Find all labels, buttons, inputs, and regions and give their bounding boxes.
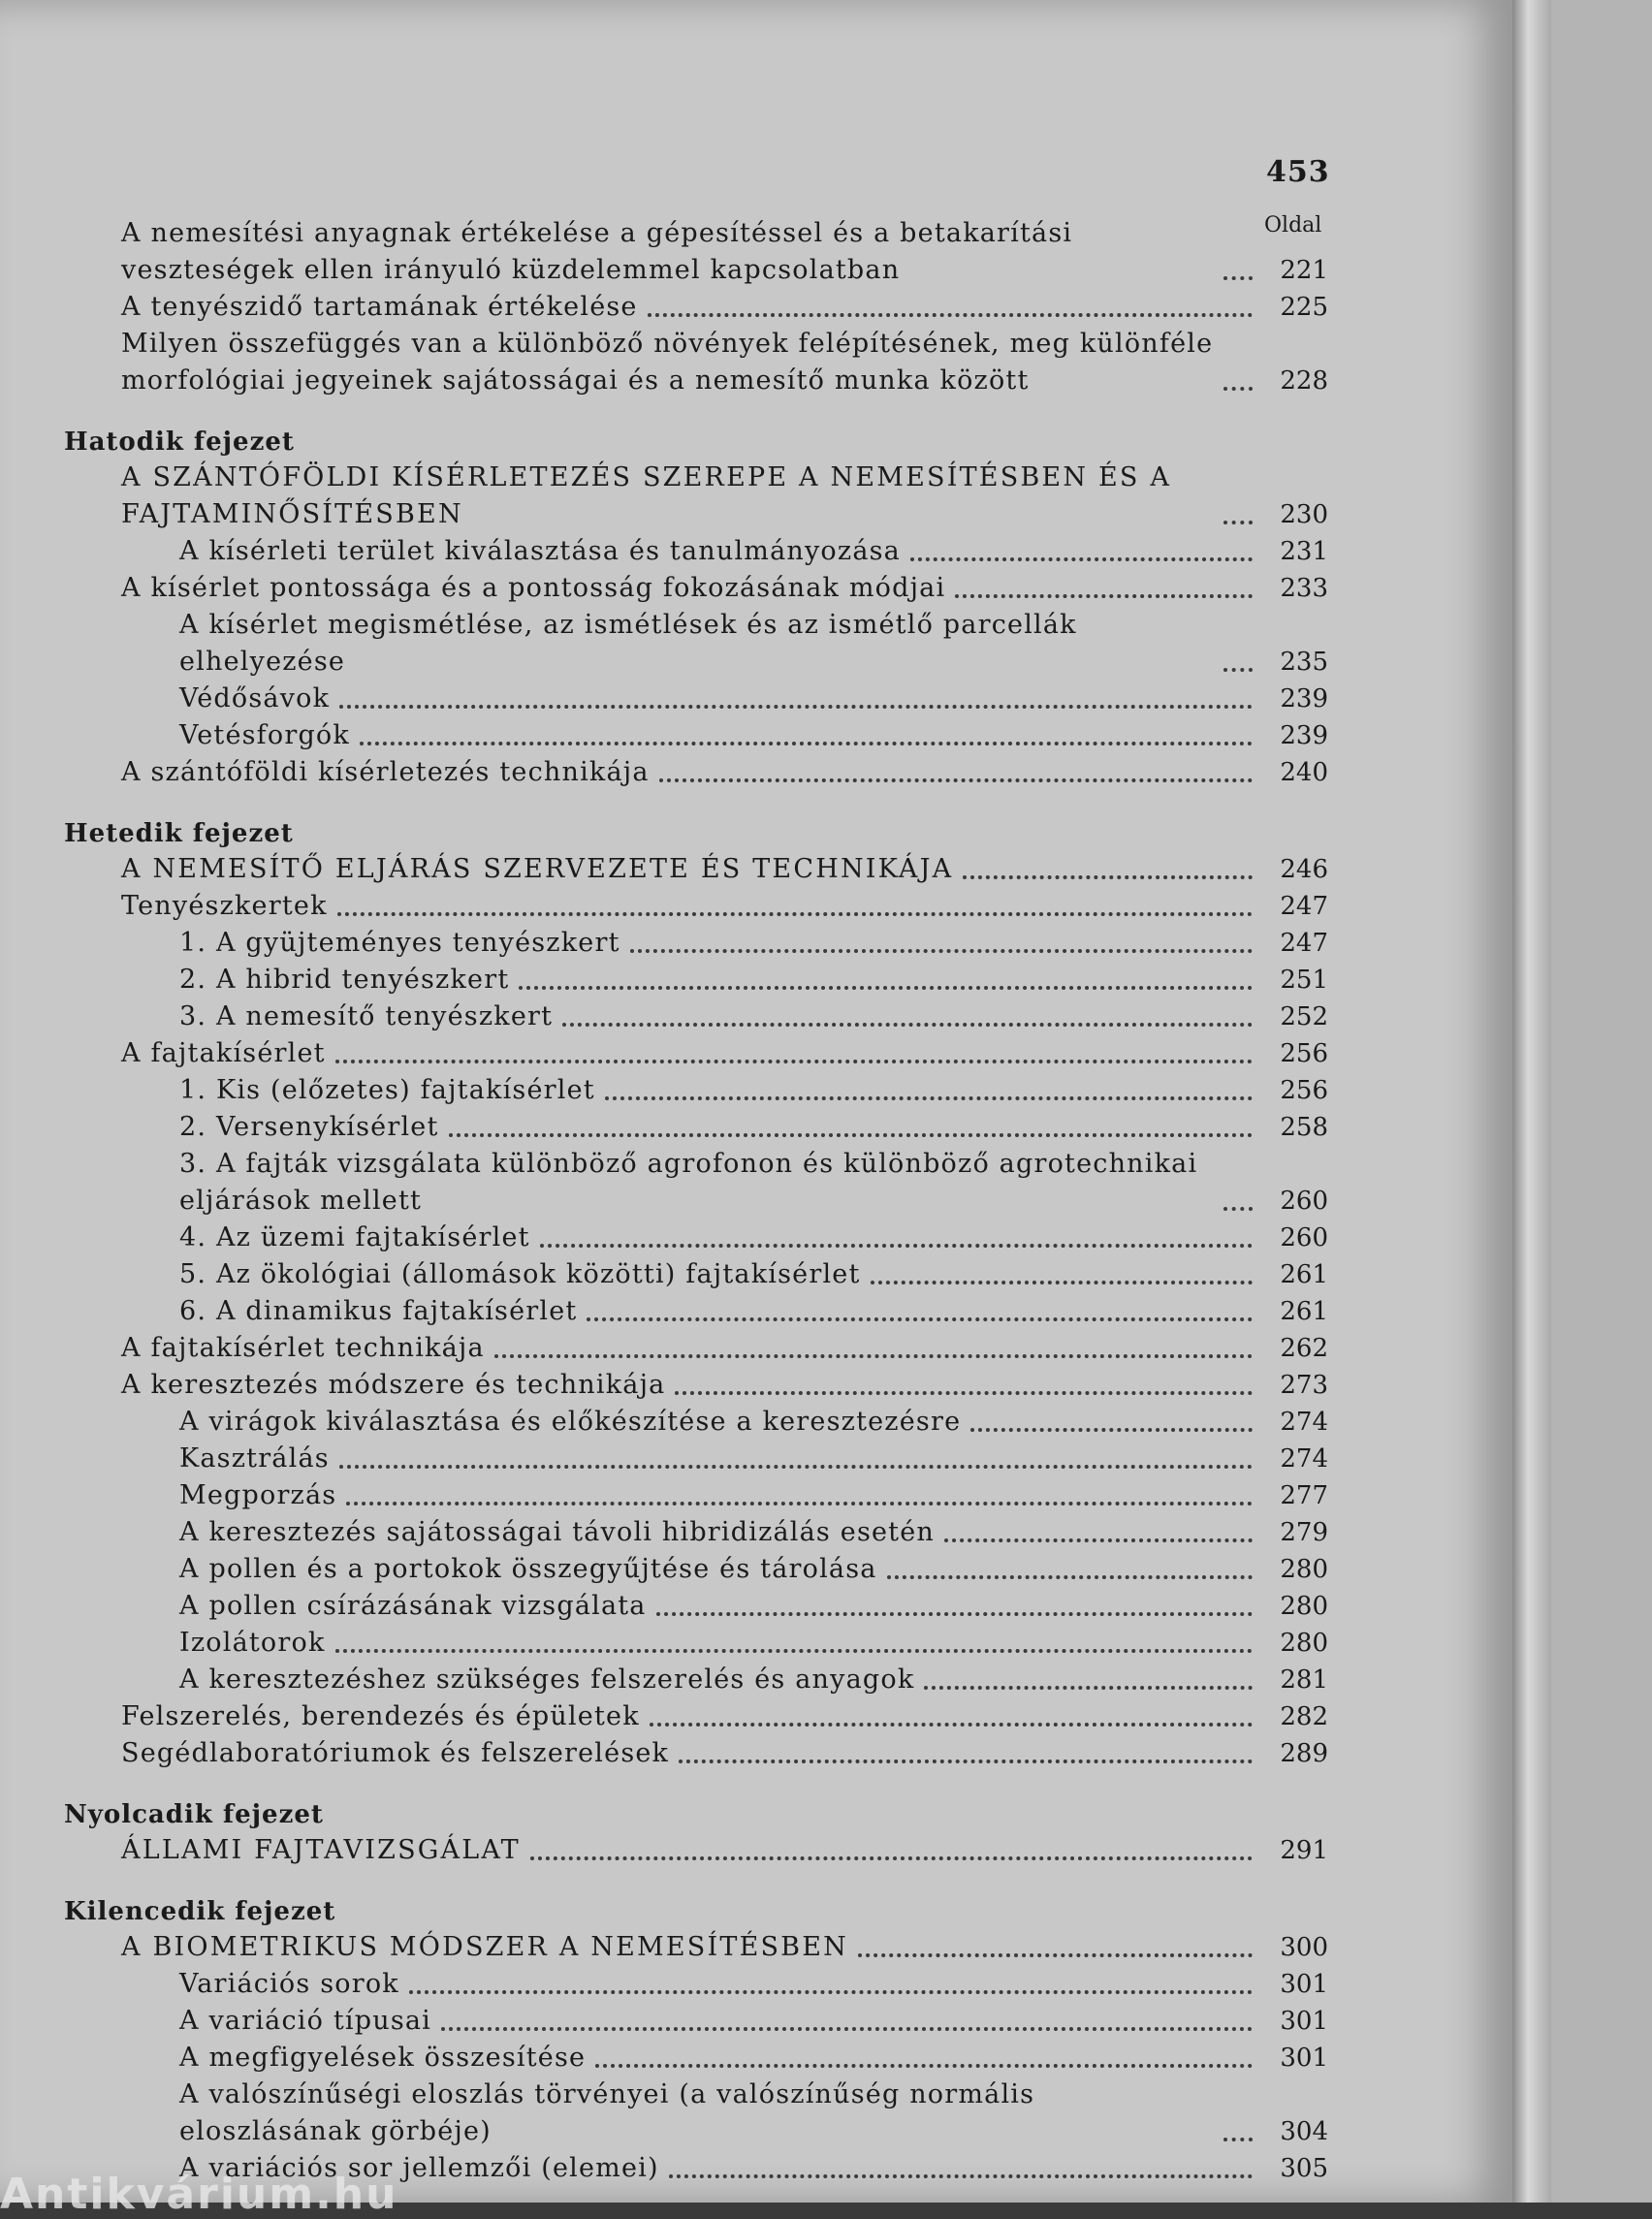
toc-entry	[58, 289, 1328, 326]
toc-entry-title: Tenyészkertek	[121, 891, 328, 921]
toc-entry-title: A variáció típusai	[179, 2006, 432, 2036]
dot-leader	[887, 1575, 1253, 1579]
dot-leader	[679, 1759, 1253, 1763]
dot-leader	[650, 1723, 1253, 1727]
toc-entry-title: A pollen és a portokok összegyűjtése és tárolása	[179, 1554, 877, 1584]
toc-entry-page: 261	[1280, 1260, 1328, 1289]
toc-entry	[58, 1625, 1328, 1662]
toc-entry-page: 258	[1280, 1113, 1328, 1142]
toc-entry-page: 256	[1280, 1039, 1328, 1068]
dot-leader	[339, 1465, 1253, 1469]
toc-entry	[58, 754, 1328, 791]
toc-entry	[58, 962, 1328, 999]
toc-entry-title: 5. Az ökológiai (állomások közötti) fajtakísérlet	[179, 1259, 861, 1289]
toc-entry-page: 251	[1280, 966, 1328, 995]
toc-entry-page: 280	[1280, 1629, 1328, 1658]
toc-entry-page: 273	[1280, 1371, 1328, 1400]
toc-entry-title: 3. A fajták vizsgálata különböző agrofonon és különböző agrotechnikai eljárások mellett	[179, 1149, 1198, 1216]
dot-leader	[675, 1391, 1253, 1395]
dot-leader	[519, 986, 1253, 990]
toc-entry	[58, 1929, 1328, 1966]
toc-entry	[58, 1551, 1328, 1588]
toc-entry-title: Milyen összefüggés van a különböző növények felépítésének, meg különféle morfológiai jegyeinek sajátosságai és a nemesítő munka között	[121, 329, 1214, 396]
dot-leader	[449, 1133, 1253, 1137]
toc-entry-page: 225	[1280, 293, 1328, 322]
toc-entry-page: 231	[1280, 537, 1328, 566]
dot-leader	[605, 1096, 1253, 1100]
toc-entry-page: 262	[1280, 1334, 1328, 1363]
toc-entry-page: 289	[1280, 1739, 1328, 1768]
toc-entry-title: ÁLLAMI FAJTAVIZSGÁLAT	[121, 1835, 521, 1865]
toc-entry	[58, 1662, 1328, 1698]
toc-entry	[58, 2076, 1328, 2150]
dot-leader	[587, 1317, 1253, 1321]
toc-entry-title: 6. A dinamikus fajtakísérlet	[179, 1296, 578, 1326]
toc-entry-title: Variációs sorok	[179, 1969, 399, 1999]
dot-leader	[955, 594, 1253, 598]
toc-entry-page: 221	[1280, 256, 1328, 285]
page-number: 453	[1266, 155, 1330, 189]
dot-leader	[1223, 2138, 1253, 2141]
toc-entry-title: A kísérleti terület kiválasztása és tanulmányozása	[179, 536, 901, 566]
toc-entry-title: A fajtakísérlet	[121, 1038, 326, 1068]
toc-entry	[58, 1220, 1328, 1256]
dot-leader	[1223, 387, 1253, 391]
toc-entry-page: 235	[1280, 648, 1328, 677]
toc-entry-page: 279	[1280, 1518, 1328, 1547]
dot-leader	[659, 778, 1253, 782]
toc-entry	[58, 1735, 1328, 1772]
toc-entry	[58, 1072, 1328, 1109]
dot-leader	[1223, 276, 1253, 280]
toc-entry-title: Felszerelés, berendezés és épületek	[121, 1701, 640, 1731]
toc-entry-title: Izolátorok	[179, 1628, 326, 1658]
toc-entry-title: A keresztezéshez szükséges felszerelés és anyagok	[179, 1664, 915, 1695]
toc-entry	[58, 1698, 1328, 1735]
dot-leader	[595, 2064, 1253, 2068]
toc-entry-page: 277	[1280, 1481, 1328, 1510]
toc-entry	[58, 1477, 1328, 1514]
toc-entry	[58, 1035, 1328, 1072]
chapter-heading: Kilencedik fejezet	[64, 1897, 336, 1926]
toc-entry	[58, 533, 1328, 570]
toc-entry	[58, 1966, 1328, 2003]
toc-entry	[58, 326, 1328, 399]
toc-entry-page: 252	[1280, 1002, 1328, 1031]
toc-entry	[58, 888, 1328, 925]
toc-entry	[58, 717, 1328, 754]
toc-entry	[58, 2040, 1328, 2076]
chapter-heading: Nyolcadik fejezet	[64, 1800, 324, 1829]
table-of-contents	[58, 215, 1328, 2187]
toc-entry-title: 4. Az üzemi fajtakísérlet	[179, 1222, 530, 1252]
toc-entry	[58, 1293, 1328, 1330]
dot-leader	[944, 1538, 1253, 1542]
toc-entry-page: 239	[1280, 684, 1328, 713]
toc-entry-page: 301	[1280, 1970, 1328, 1999]
toc-entry-title: A megfigyelések összesítése	[179, 2043, 587, 2073]
toc-entry-title: A NEMESÍTŐ ELJÁRÁS SZERVEZETE ÉS TECHNIKÁJA	[121, 854, 954, 884]
dot-leader	[656, 1612, 1253, 1616]
toc-entry-title: 3. A nemesítő tenyészkert	[179, 1001, 554, 1031]
dot-leader	[963, 875, 1253, 879]
toc-entry-page: 256	[1280, 1076, 1328, 1105]
toc-entry-title: A kísérlet pontossága és a pontosság fokozásának módjai	[121, 573, 946, 603]
toc-entry-title: 1. Kis (előzetes) fajtakísérlet	[179, 1075, 595, 1105]
dot-leader	[858, 1953, 1253, 1957]
backdrop	[1551, 0, 1652, 2203]
toc-entry-title: A fajtakísérlet technikája	[121, 1333, 485, 1363]
toc-entry-page: 300	[1280, 1933, 1328, 1962]
dot-leader	[648, 313, 1253, 317]
toc-entry-page: 230	[1280, 500, 1328, 529]
toc-entry-title: A nemesítési anyagnak értékelése a gépesítéssel és a betakarítási veszteségek ellen irányuló küzdelemmel kapcsolatban	[121, 218, 1073, 285]
page-column-label: Oldal	[1264, 213, 1322, 238]
dot-leader	[409, 1990, 1253, 1994]
toc-entry-title: A keresztezés módszere és technikája	[121, 1370, 666, 1400]
toc-entry-title: Védősávok	[179, 683, 331, 713]
page-edge	[1512, 0, 1551, 2203]
toc-entry-title: A variációs sor jellemzői (elemei)	[179, 2153, 659, 2183]
toc-entry	[58, 925, 1328, 962]
toc-entry-page: 240	[1280, 758, 1328, 787]
chapter-heading: Hatodik fejezet	[64, 428, 295, 457]
dot-leader	[335, 1060, 1253, 1063]
dot-leader	[530, 1856, 1253, 1860]
toc-entry	[58, 607, 1328, 681]
dot-leader	[494, 1354, 1253, 1358]
dot-leader	[871, 1281, 1253, 1284]
toc-entry	[58, 1404, 1328, 1441]
toc-entry-page: 233	[1280, 574, 1328, 603]
toc-entry-title: A pollen csírázásának vizsgálata	[179, 1591, 647, 1621]
toc-entry-page: 261	[1280, 1297, 1328, 1326]
toc-entry-page: 280	[1280, 1555, 1328, 1584]
toc-entry-page: 281	[1280, 1665, 1328, 1695]
dot-leader	[924, 1686, 1253, 1690]
dot-leader	[540, 1244, 1253, 1248]
dot-leader	[1223, 521, 1253, 524]
toc-entry-title: A kísérlet megismétlése, az ismétlések és az ismétlő parcellák elhelyezése	[179, 610, 1077, 677]
toc-entry	[58, 215, 1328, 289]
toc-entry	[58, 851, 1328, 888]
dot-leader	[441, 2027, 1253, 2031]
dot-leader	[339, 705, 1253, 709]
toc-entry-title: A tenyészidő tartamának értékelése	[121, 292, 638, 322]
toc-entry-page: 246	[1280, 855, 1328, 884]
dot-leader	[360, 742, 1253, 745]
dot-leader	[1223, 1207, 1253, 1211]
toc-entry-title: A BIOMETRIKUS MÓDSZER A NEMESÍTÉSBEN	[121, 1932, 848, 1962]
toc-entry	[58, 1514, 1328, 1551]
toc-entry	[58, 1832, 1328, 1869]
toc-entry	[58, 2003, 1328, 2040]
toc-entry-title: A SZÁNTÓFÖLDI KÍSÉRLETEZÉS SZEREPE A NEMESÍTÉSBEN ÉS A FAJTAMINŐSÍTÉSBEN	[121, 462, 1172, 529]
toc-entry	[58, 570, 1328, 607]
toc-entry	[58, 1441, 1328, 1477]
toc-entry-page: 274	[1280, 1408, 1328, 1437]
toc-entry-page: 260	[1280, 1223, 1328, 1252]
toc-entry-page: 305	[1280, 2154, 1328, 2183]
toc-entry-title: A szántóföldi kísérletezés technikája	[121, 757, 650, 787]
toc-entry	[58, 460, 1328, 533]
toc-entry-page: 304	[1280, 2117, 1328, 2146]
dot-leader	[1223, 668, 1253, 672]
toc-entry	[58, 1109, 1328, 1146]
toc-entry-page: 260	[1280, 1187, 1328, 1216]
toc-entry	[58, 681, 1328, 717]
toc-entry-title: A keresztezés sajátosságai távoli hibridizálás esetén	[179, 1517, 935, 1547]
dot-leader	[346, 1502, 1253, 1506]
toc-entry-title: 2. A hibrid tenyészkert	[179, 965, 510, 995]
toc-entry	[58, 1588, 1328, 1625]
dot-leader	[970, 1428, 1253, 1432]
watermark: Antikvárium.hu	[0, 2170, 398, 2219]
toc-entry-title: Vetésforgók	[179, 720, 350, 750]
toc-entry	[58, 999, 1328, 1035]
toc-entry-title: Megporzás	[179, 1480, 337, 1510]
toc-entry	[58, 1367, 1328, 1404]
toc-entry-page: 291	[1280, 1836, 1328, 1865]
dot-leader	[335, 1649, 1253, 1653]
toc-entry	[58, 1330, 1328, 1367]
toc-entry	[58, 1256, 1328, 1293]
toc-entry-title: A valószínűségi eloszlás törvényei (a valószínűség normális eloszlásának görbéje)	[179, 2079, 1035, 2146]
dot-leader	[562, 1023, 1253, 1027]
toc-entry-title: Kasztrálás	[179, 1443, 330, 1474]
dot-leader	[630, 949, 1253, 953]
toc-entry-page: 280	[1280, 1592, 1328, 1621]
toc-entry-title: A virágok kiválasztása és előkészítése a keresztezésre	[179, 1407, 962, 1437]
toc-entry-title: 2. Versenykísérlet	[179, 1112, 439, 1142]
toc-entry-page: 282	[1280, 1702, 1328, 1731]
toc-entry-page: 247	[1280, 929, 1328, 958]
dot-leader	[669, 2174, 1253, 2178]
dot-leader	[337, 912, 1253, 916]
toc-entry-page: 301	[1280, 2007, 1328, 2036]
dot-leader	[910, 557, 1253, 561]
toc-entry-page: 239	[1280, 721, 1328, 750]
toc-entry-page: 228	[1280, 366, 1328, 396]
toc-entry	[58, 1146, 1328, 1220]
chapter-heading: Hetedik fejezet	[64, 819, 294, 848]
toc-entry-title: Segédlaboratóriumok és felszerelések	[121, 1738, 670, 1768]
toc-entry-page: 274	[1280, 1444, 1328, 1474]
toc-entry-page: 247	[1280, 892, 1328, 921]
toc-entry-page: 301	[1280, 2044, 1328, 2073]
toc-entry-title: 1. A gyüjteményes tenyészkert	[179, 928, 620, 958]
